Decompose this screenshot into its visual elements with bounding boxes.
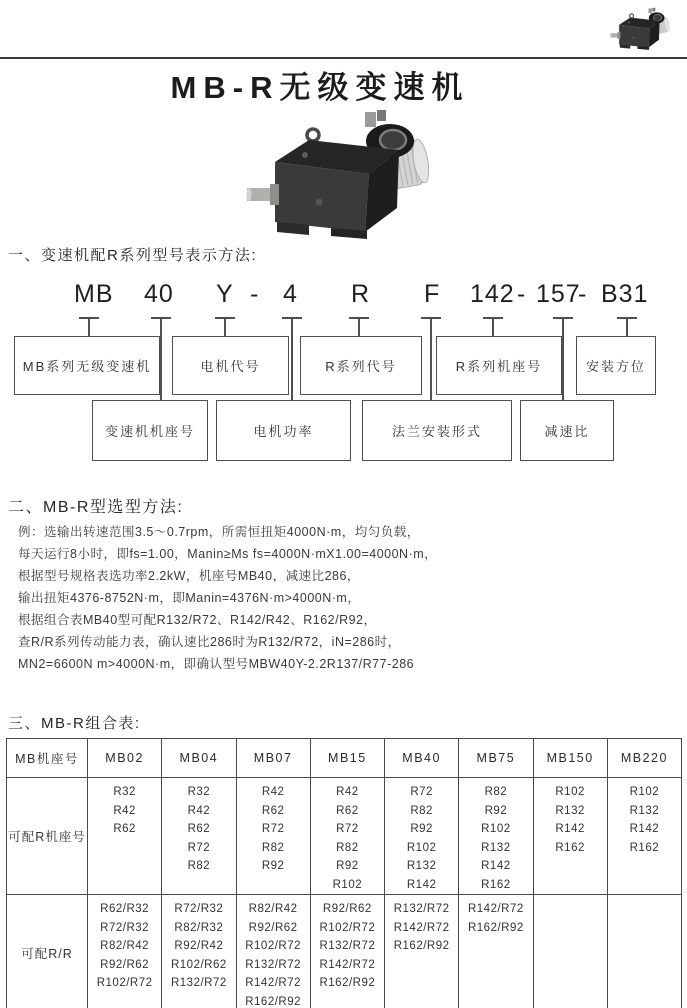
code-part-4: 4 — [283, 280, 298, 308]
r-cell-mb40: R72 R82 R92 R102 R132 R142 — [385, 778, 459, 895]
corner-header: MB机座号 — [7, 739, 88, 778]
rr-cell-mb04: R72/R32 R82/R32 R92/R42 R102/R62 R132/R72 — [162, 895, 236, 1008]
section1-heading: 一、变速机配R系列型号表示方法: — [8, 247, 258, 264]
label-box-ratio: 减速比 — [520, 400, 614, 461]
column-header-mb07: MB07 — [236, 739, 310, 778]
header-divider — [0, 57, 687, 59]
label-box-variator-frame: 变速机机座号 — [92, 400, 208, 461]
column-header-mb150: MB150 — [533, 739, 607, 778]
rr-cell-mb15: R92/R62 R102/R72 R132/R72 R142/R72 R162/R92 — [310, 895, 384, 1008]
section2-heading: 二、MB-R型选型方法: — [8, 499, 184, 516]
r-cell-mb02: R32 R42 R62 — [88, 778, 162, 895]
r-cell-mb15: R42 R62 R72 R82 R92 R102 — [310, 778, 384, 895]
rr-cell-mb40: R132/R72 R142/R72 R162/R92 — [385, 895, 459, 1008]
selection-method-text: 例：选输出转速范围3.5～0.7rpm，所需恒扭矩4000N·m，均匀负载， 每天运行8小时，即fs=1.00，Manin≥Ms fs=4000N·mX1.00=4000N·m， 根据型号规格表选功率2.2kW，机座号MB40，减速比286， 输出扭矩4376-8752N·m，即Manin=4376N·m>4000N·m， 根据组合表MB40型可配R132/R72、R142/R42、R162/R92， 查R/R系列传动能力表，确认速比286时为R132/R72，iN=286时， MN2=6600N m>4000N·m，即确认型号MBW40Y-2.2R137/R77-286 — [18, 525, 438, 671]
code-dash: - — [578, 280, 588, 308]
connector-line — [492, 317, 494, 337]
section3-heading: 三、MB-R组合表: — [8, 715, 141, 732]
rr-cell-mb07: R82/R42 R92/R62 R102/R72 R132/R72 R142/R72 R162/R92 — [236, 895, 310, 1008]
connector-line — [358, 317, 360, 337]
r-cell-mb75: R82 R92 R102 R132 R142 R162 — [459, 778, 533, 895]
code-part-r: R — [351, 280, 371, 308]
code-part-40: 40 — [144, 280, 174, 308]
table-header-row — [7, 739, 682, 778]
column-header-mb15: MB15 — [310, 739, 384, 778]
code-part-142: 142 — [470, 280, 515, 308]
r-cell-mb07: R42 R62 R72 R82 R92 — [236, 778, 310, 895]
gearmotor-photo — [246, 110, 438, 240]
label-box-mb-series: MB系列无级变速机 — [14, 336, 160, 395]
rr-combination-row — [7, 895, 682, 1008]
rr-cell-mb220 — [607, 895, 681, 1008]
column-header-mb75: MB75 — [459, 739, 533, 778]
label-box-flange-mount: 法兰安装形式 — [362, 400, 512, 461]
rr-cell-mb02: R62/R32 R72/R32 R82/R42 R92/R62 R102/R72 — [88, 895, 162, 1008]
column-header-mb40: MB40 — [385, 739, 459, 778]
code-part-b31: B31 — [601, 280, 649, 308]
connector-line — [291, 317, 293, 401]
connector-line — [224, 317, 226, 337]
connector-line — [160, 317, 162, 401]
rr-cell-mb150 — [533, 895, 607, 1008]
r-frame-row — [7, 778, 682, 895]
rr-cell-mb75: R142/R72 R162/R92 — [459, 895, 533, 1008]
page-title: MB-R无级变速机 — [170, 70, 470, 105]
connector-line — [562, 317, 564, 401]
code-part-157: 157 — [536, 280, 581, 308]
r-cell-mb04: R32 R42 R62 R72 R82 — [162, 778, 236, 895]
label-box-r-frame: R系列机座号 — [436, 336, 562, 395]
connector-line — [430, 317, 432, 401]
code-part-y: Y — [216, 280, 234, 308]
column-header-mb220: MB220 — [607, 739, 681, 778]
gearmotor-thumbnail-icon — [610, 6, 672, 52]
label-box-r-series: R系列代号 — [300, 336, 422, 395]
code-part-f: F — [424, 280, 441, 308]
code-part-mb: MB — [74, 280, 114, 308]
row-label-r-frames: 可配R机座号 — [7, 778, 88, 895]
connector-line — [88, 317, 90, 337]
r-cell-mb220: R102 R132 R142 R162 — [607, 778, 681, 895]
label-box-motor-power: 电机功率 — [216, 400, 351, 461]
label-box-motor-code: 电机代号 — [172, 336, 289, 395]
label-box-mount-pos: 安装方位 — [576, 336, 656, 395]
connector-line — [626, 317, 628, 337]
r-cell-mb150: R102 R132 R142 R162 — [533, 778, 607, 895]
combination-table — [6, 738, 682, 1008]
column-header-mb04: MB04 — [162, 739, 236, 778]
code-dash: - — [517, 280, 527, 308]
row-label-rr: 可配R/R — [7, 895, 88, 1008]
code-dash: - — [250, 280, 260, 308]
column-header-mb02: MB02 — [88, 739, 162, 778]
